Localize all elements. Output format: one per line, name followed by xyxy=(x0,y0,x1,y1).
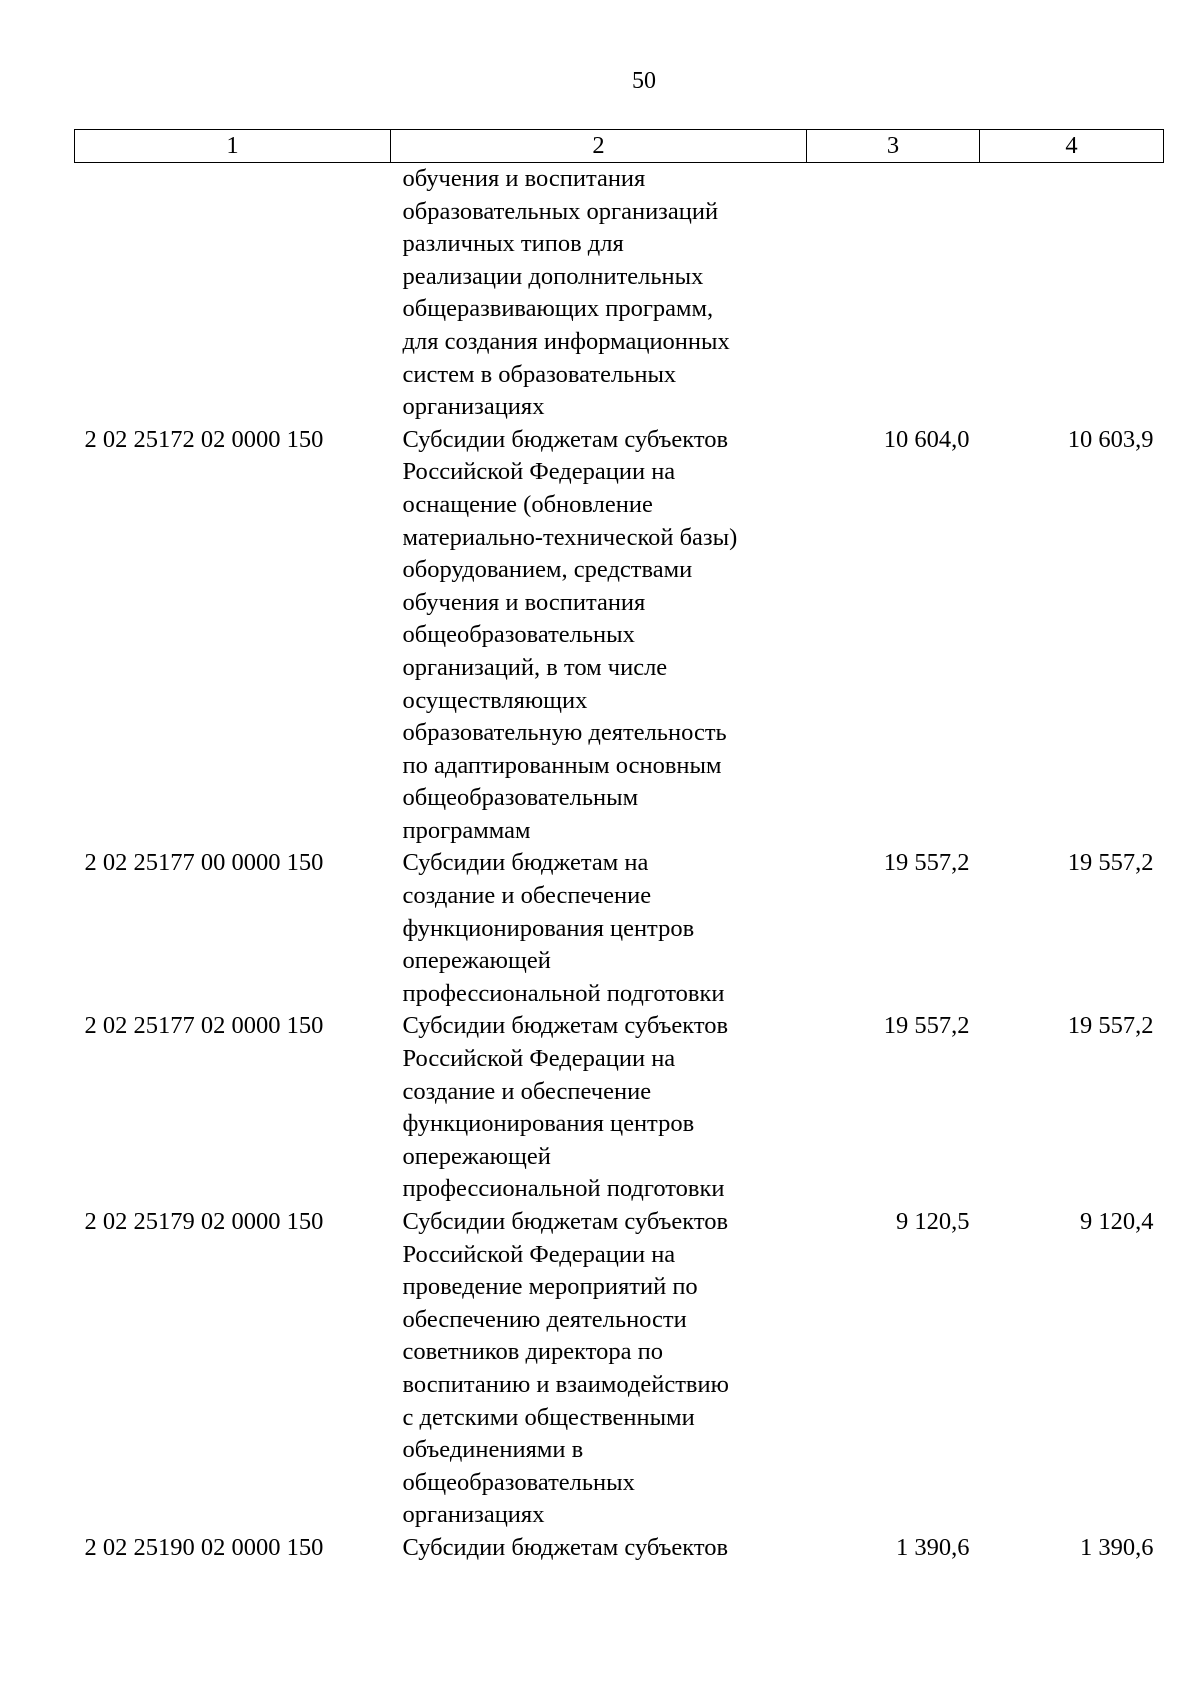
row-amount-col3 xyxy=(807,163,980,424)
row-amount-col4: 19 557,2 xyxy=(1067,1012,1154,1040)
row-amount-col4: 9 120,4 xyxy=(1080,1208,1154,1235)
table-row xyxy=(75,847,1164,1010)
table-row xyxy=(75,163,1164,424)
row-amount-col4: 10 603,9 xyxy=(1067,425,1154,453)
row-name: Субсидии бюджетам на создание и обеспечение функционирования центров опережающей профессиональной подготовки xyxy=(402,849,725,1007)
row-amount-col3: 19 557,2 xyxy=(883,849,970,877)
row-name: Субсидии бюджетам субъектов Российской Федерации на оснащение (обновление материально-технической базы) оборудованием, средствами обучения и воспитания общеобразовательных организаций, в том числе осуществляющих образовательную деятельность по адаптированным основным общеобразовательным программам xyxy=(402,425,738,844)
row-name: Субсидии бюджетам субъектов Российской Федерации на создание и обеспечение функционирования центров опережающей профессиональной подготовки xyxy=(402,1012,729,1203)
column-header-4: 4 xyxy=(980,130,1164,163)
row-amount-col3: 9 120,5 xyxy=(896,1208,970,1235)
row-name: Субсидии бюджетам субъектов xyxy=(402,1533,729,1561)
row-code: 2 02 25179 02 0000 150 xyxy=(84,1208,324,1235)
column-header-3: 3 xyxy=(807,130,980,163)
row-code xyxy=(75,163,391,424)
table-header xyxy=(75,130,1164,163)
table-row xyxy=(75,1206,1164,1532)
column-header-2: 2 xyxy=(391,130,807,163)
table-row xyxy=(75,1010,1164,1206)
row-amount-col4: 1 390,6 xyxy=(1080,1533,1154,1561)
row-amount-col3: 19 557,2 xyxy=(883,1012,970,1040)
row-name: Субсидии бюджетам субъектов Российской Федерации на проведение мероприятий по обеспечению деятельности советников директора по воспитанию и взаимодействию с детскими общественными объединениями в общеобразовательных организациях xyxy=(402,1208,729,1529)
budget-table xyxy=(74,129,1164,1565)
column-header-1: 1 xyxy=(75,130,391,163)
row-amount-col3: 1 390,6 xyxy=(896,1533,970,1561)
row-code: 2 02 25177 02 0000 150 xyxy=(84,1012,324,1040)
row-amount-col4 xyxy=(980,163,1164,424)
row-name: обучения и воспитания образовательных организаций различных типов для реализации дополнительных общеразвивающих программ, для создания информационных систем в образовательных организациях xyxy=(402,165,730,421)
page-number: 50 xyxy=(632,68,656,94)
row-code: 2 02 25190 02 0000 150 xyxy=(84,1533,324,1561)
row-code: 2 02 25177 00 0000 150 xyxy=(84,849,324,877)
row-amount-col4: 19 557,2 xyxy=(1067,849,1154,877)
header-row xyxy=(75,130,1164,163)
row-code: 2 02 25172 02 0000 150 xyxy=(84,425,324,453)
row-amount-col3: 10 604,0 xyxy=(883,425,970,453)
table-row xyxy=(75,1532,1164,1565)
table-body xyxy=(75,163,1164,1565)
table-row xyxy=(75,424,1164,848)
